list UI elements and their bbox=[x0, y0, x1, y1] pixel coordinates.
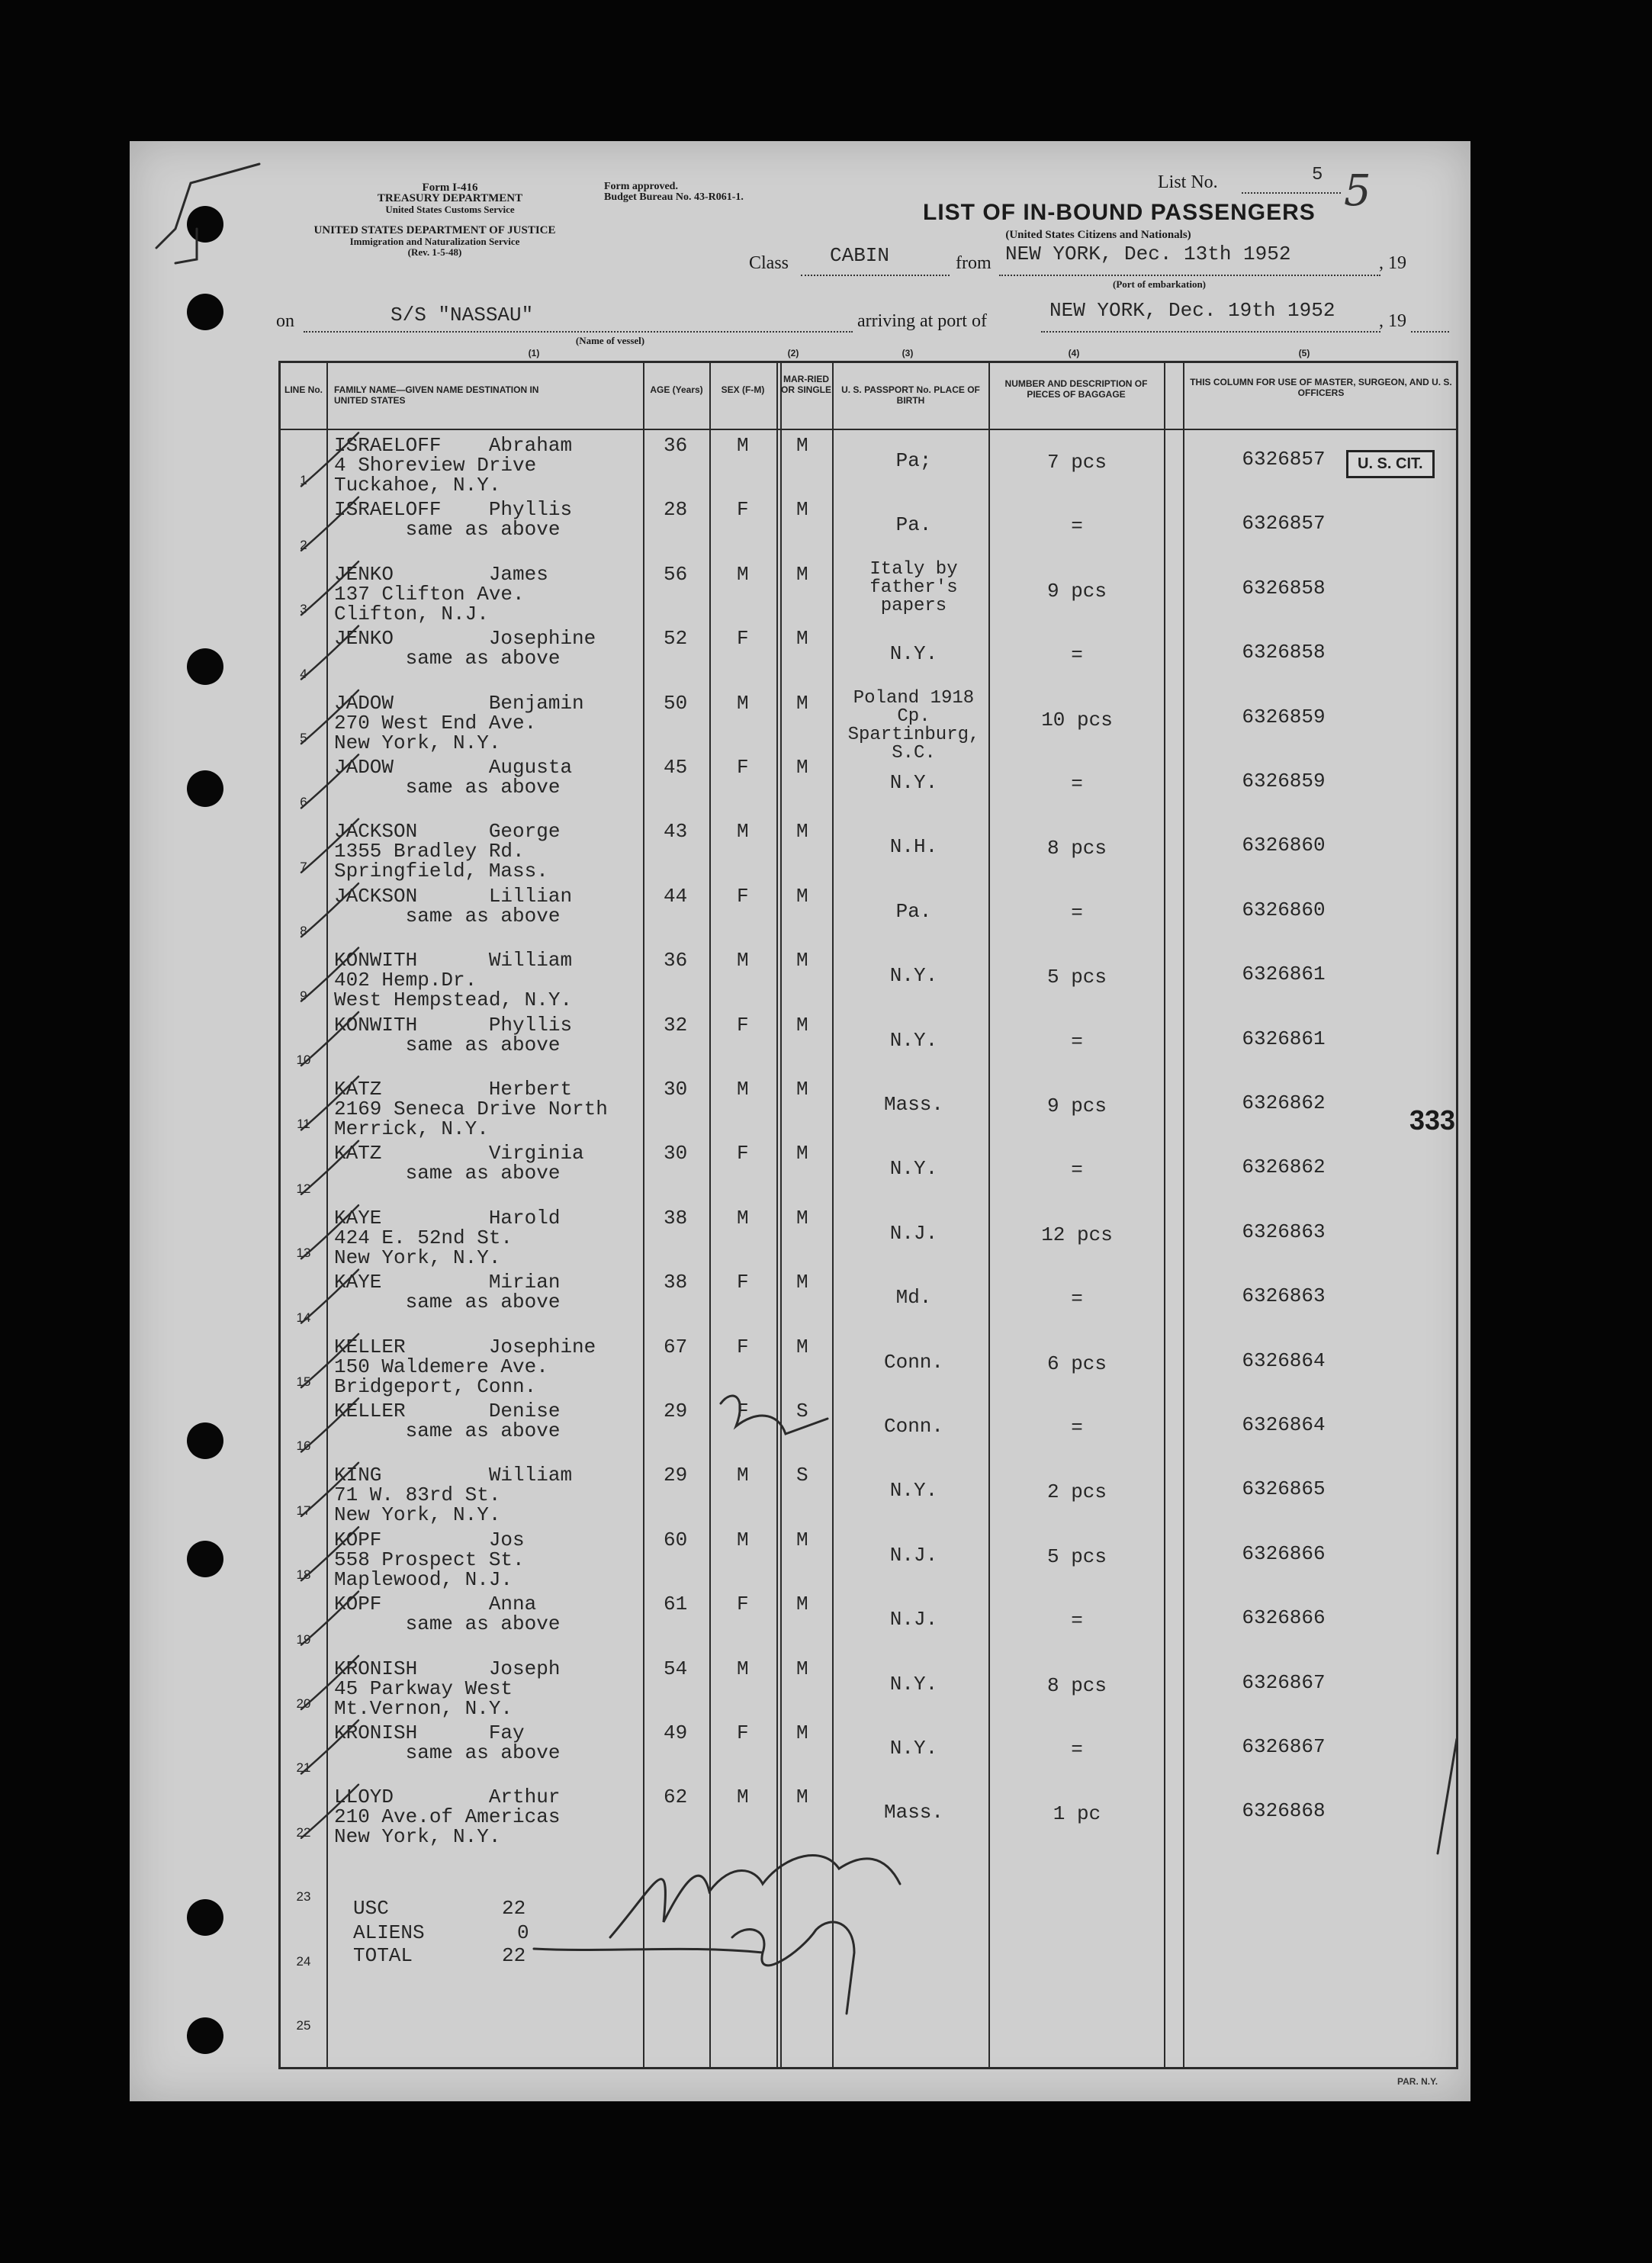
passenger-address-2: Merrick, N.Y. bbox=[334, 1117, 489, 1140]
passenger-marital: M bbox=[796, 820, 808, 844]
passenger-baggage: 9 pcs bbox=[1046, 579, 1107, 603]
passenger-birthplace: N.J. bbox=[889, 1608, 938, 1631]
form-number: Form I-416 bbox=[422, 182, 478, 194]
passenger-baggage: = bbox=[1071, 515, 1083, 538]
passenger-sex: M bbox=[737, 691, 749, 715]
passenger-age: 61 bbox=[664, 1593, 688, 1616]
passenger-address-1: same as above bbox=[334, 1612, 561, 1636]
passenger-address-1: 1355 Bradley Rd. bbox=[334, 840, 525, 863]
passenger-address-2: Mt.Vernon, N.Y. bbox=[334, 1696, 513, 1720]
passenger-name: KRONISH Joseph bbox=[334, 1657, 561, 1680]
passenger-marital: M bbox=[796, 1078, 808, 1101]
passenger-marital: M bbox=[796, 434, 808, 457]
passenger-baggage: = bbox=[1071, 1159, 1083, 1182]
passenger-passport-number: 6326861 bbox=[1242, 963, 1326, 986]
col-divider bbox=[776, 363, 778, 2067]
line-number: 16 bbox=[296, 1438, 311, 1454]
passenger-baggage: = bbox=[1071, 1609, 1083, 1633]
binder-hole bbox=[187, 206, 223, 243]
passenger-birthplace: N.Y. bbox=[889, 642, 938, 666]
budget-bureau: Budget Bureau No. 43-R061-1. bbox=[604, 191, 744, 203]
passenger-baggage: = bbox=[1071, 773, 1083, 796]
passenger-age: 50 bbox=[664, 691, 688, 715]
binder-hole bbox=[187, 770, 223, 807]
line-number: 8 bbox=[300, 924, 307, 939]
passenger-address-1: same as above bbox=[334, 518, 561, 542]
passenger-age: 38 bbox=[664, 1271, 688, 1294]
passenger-passport-number: 6326858 bbox=[1242, 576, 1326, 600]
passenger-sex: M bbox=[737, 434, 749, 457]
usc-label: USC bbox=[353, 1897, 389, 1920]
passenger-age: 36 bbox=[664, 949, 688, 972]
passenger-marital: M bbox=[796, 1142, 808, 1165]
passenger-baggage: 8 pcs bbox=[1046, 837, 1107, 860]
line-number: 7 bbox=[300, 859, 307, 874]
header-divider bbox=[281, 429, 1456, 430]
total-label: TOTAL bbox=[353, 1944, 413, 1967]
passenger-passport-number: 6326864 bbox=[1242, 1348, 1326, 1372]
passenger-sex: F bbox=[737, 884, 749, 908]
passenger-address-1: 424 E. 52nd St. bbox=[334, 1226, 513, 1249]
passenger-sex: M bbox=[737, 1528, 749, 1551]
passenger-address-1: 45 Parkway West bbox=[334, 1676, 513, 1700]
passenger-birthplace: N.Y. bbox=[889, 1672, 938, 1696]
passenger-passport-number: 6326860 bbox=[1242, 898, 1326, 921]
header-passport: U. S. PASSPORT No. PLACE OF BIRTH bbox=[841, 384, 980, 406]
passenger-marital: S bbox=[796, 1400, 808, 1422]
passenger-name: KAYE Mirian bbox=[334, 1271, 561, 1294]
class-line bbox=[801, 275, 950, 276]
passenger-passport-number: 6326867 bbox=[1242, 1670, 1326, 1694]
class-value: CABIN bbox=[830, 244, 890, 267]
line-number: 12 bbox=[296, 1181, 311, 1196]
passenger-name: JADOW Augusta bbox=[334, 756, 573, 779]
ins-service: Immigration and Naturalization Service bbox=[349, 236, 520, 247]
passenger-sex: F bbox=[737, 1400, 749, 1422]
passenger-name: JENKO James bbox=[334, 562, 548, 586]
passenger-address-2: New York, N.Y. bbox=[334, 731, 501, 754]
header-name: FAMILY NAME—GIVEN NAME DESTINATION IN UNITED STATES bbox=[334, 384, 539, 406]
passenger-age: 30 bbox=[664, 1078, 688, 1101]
passenger-passport-number: 6326863 bbox=[1242, 1284, 1326, 1308]
us-citizen-stamp: U. S. CIT. bbox=[1346, 450, 1435, 478]
passenger-marital: M bbox=[796, 1786, 808, 1809]
passenger-name: JACKSON George bbox=[334, 820, 561, 844]
passenger-name: JACKSON Lillian bbox=[334, 884, 573, 908]
arriving-value: NEW YORK, Dec. 19th 1952 bbox=[1049, 299, 1335, 322]
passenger-name: KING William bbox=[334, 1464, 573, 1487]
binder-hole bbox=[187, 1422, 223, 1459]
passenger-address-2: Tuckahoe, N.Y. bbox=[334, 474, 501, 497]
passenger-passport-number: 6326859 bbox=[1242, 705, 1326, 728]
passenger-sex: F bbox=[737, 756, 749, 779]
passenger-address-1: 137 Clifton Ave. bbox=[334, 582, 525, 606]
passenger-address-1: same as above bbox=[334, 776, 561, 799]
passenger-marital: S bbox=[796, 1464, 808, 1487]
vessel-value: S/S "NASSAU" bbox=[391, 304, 534, 326]
passenger-age: 38 bbox=[664, 1206, 688, 1230]
col-divider bbox=[988, 363, 990, 2067]
passenger-sex: F bbox=[737, 1142, 749, 1165]
passenger-passport-number: 6326861 bbox=[1242, 1027, 1326, 1050]
line-number: 9 bbox=[300, 988, 307, 1003]
passenger-age: 60 bbox=[664, 1528, 688, 1551]
binder-hole bbox=[187, 294, 223, 330]
col-divider bbox=[643, 363, 644, 2067]
document-title: LIST OF IN-BOUND PASSENGERS bbox=[923, 200, 1316, 225]
line-number: 13 bbox=[296, 1246, 311, 1261]
list-no-value: 5 bbox=[1312, 165, 1323, 185]
col-divider bbox=[1164, 363, 1165, 2067]
header-sex: SEX (F-M) bbox=[721, 384, 765, 395]
passenger-marital: M bbox=[796, 756, 808, 779]
line-number: 25 bbox=[296, 2018, 311, 2033]
passenger-birthplace: N.Y. bbox=[889, 771, 938, 794]
passenger-birthplace: N.Y. bbox=[889, 1479, 938, 1503]
passenger-name: KONWITH William bbox=[334, 949, 573, 972]
treasury-dept: TREASURY DEPARTMENT bbox=[377, 192, 523, 204]
document-subtitle: (United States Citizens and Nationals) bbox=[1005, 229, 1191, 241]
passenger-birthplace: N.Y. bbox=[889, 1028, 938, 1052]
passenger-name: JADOW Benjamin bbox=[334, 691, 584, 715]
passenger-passport-number: 6326858 bbox=[1242, 641, 1326, 664]
passenger-name: KAYE Harold bbox=[334, 1206, 561, 1230]
passenger-age: 62 bbox=[664, 1786, 688, 1809]
passenger-age: 28 bbox=[664, 498, 688, 522]
passenger-age: 43 bbox=[664, 820, 688, 844]
passenger-name: KATZ Herbert bbox=[334, 1078, 573, 1101]
passenger-address-1: 402 Hemp.Dr. bbox=[334, 969, 477, 992]
passenger-address-2: New York, N.Y. bbox=[334, 1246, 501, 1269]
passenger-sex: F bbox=[737, 498, 749, 522]
passenger-sex: M bbox=[737, 820, 749, 844]
form-approved: Form approved. bbox=[604, 181, 678, 192]
passenger-birthplace: Mass. bbox=[883, 1093, 943, 1116]
passenger-address-2: Clifton, N.J. bbox=[334, 602, 489, 625]
passenger-passport-number: 6326857 bbox=[1242, 512, 1326, 535]
passenger-birthplace: N.H. bbox=[889, 835, 938, 859]
col-divider bbox=[780, 363, 782, 2067]
passenger-sex: M bbox=[737, 949, 749, 972]
passenger-passport-number: 6326867 bbox=[1242, 1735, 1326, 1758]
passenger-age: 49 bbox=[664, 1721, 688, 1744]
line-number: 23 bbox=[296, 1889, 311, 1905]
line-number: 17 bbox=[296, 1503, 311, 1518]
col-divider bbox=[709, 363, 711, 2067]
passenger-birthplace: Italy by father's papers bbox=[869, 558, 958, 616]
passenger-baggage: 6 pcs bbox=[1046, 1352, 1107, 1375]
col-number-2: (2) bbox=[787, 348, 799, 358]
passenger-sex: M bbox=[737, 562, 749, 586]
header-age: AGE (Years) bbox=[650, 384, 703, 395]
passenger-name: KOPF Jos bbox=[334, 1528, 525, 1551]
binder-hole bbox=[187, 2017, 223, 2054]
line-number: 3 bbox=[300, 602, 307, 617]
arriving-line bbox=[1041, 331, 1380, 333]
header-officers: THIS COLUMN FOR USE OF MASTER, SURGEON, AND U. S. OFFICERS bbox=[1190, 377, 1452, 398]
passenger-address-1: same as above bbox=[334, 1033, 561, 1056]
printer-mark: PAR. N.Y. bbox=[1397, 2076, 1438, 2087]
passenger-age: 36 bbox=[664, 434, 688, 457]
passenger-baggage: = bbox=[1071, 901, 1083, 924]
passenger-name: KRONISH Fay bbox=[334, 1721, 525, 1744]
passenger-baggage: 5 pcs bbox=[1046, 966, 1107, 989]
passenger-age: 30 bbox=[664, 1142, 688, 1165]
aliens-value: 0 bbox=[517, 1921, 529, 1944]
line-number: 6 bbox=[300, 795, 307, 810]
from-value: NEW YORK, Dec. 13th 1952 bbox=[1005, 243, 1291, 265]
total-value: 22 bbox=[502, 1944, 526, 1967]
passenger-passport-number: 6326864 bbox=[1242, 1413, 1326, 1436]
passenger-address-2: New York, N.Y. bbox=[334, 1825, 501, 1849]
line-number: 2 bbox=[300, 537, 307, 552]
passenger-birthplace: Md. bbox=[895, 1286, 932, 1310]
line-number: 4 bbox=[300, 666, 307, 681]
line-number: 15 bbox=[296, 1374, 311, 1389]
passenger-birthplace: Mass. bbox=[883, 1801, 943, 1824]
passenger-passport-number: 6326868 bbox=[1242, 1799, 1326, 1823]
passenger-passport-number: 6326865 bbox=[1242, 1477, 1326, 1501]
from-line bbox=[999, 275, 1380, 276]
passenger-sex: M bbox=[737, 1078, 749, 1101]
passenger-baggage: = bbox=[1071, 1287, 1083, 1311]
line-number: 11 bbox=[297, 1117, 310, 1132]
passenger-birthplace: N.Y. bbox=[889, 1737, 938, 1760]
col-divider bbox=[1183, 363, 1184, 2067]
col-number-3: (3) bbox=[902, 348, 914, 358]
vessel-line bbox=[304, 331, 853, 333]
revision: (Rev. 1-5-48) bbox=[407, 246, 462, 258]
passenger-age: 29 bbox=[664, 1400, 688, 1422]
margin-number: 333 bbox=[1409, 1104, 1456, 1136]
binder-hole bbox=[187, 1899, 223, 1936]
passenger-baggage: 8 pcs bbox=[1046, 1673, 1107, 1697]
line-number: 18 bbox=[296, 1567, 311, 1583]
passenger-address-1: same as above bbox=[334, 1741, 561, 1764]
passenger-sex: F bbox=[737, 1271, 749, 1294]
passenger-baggage: 5 pcs bbox=[1046, 1545, 1107, 1568]
passenger-marital: M bbox=[796, 1271, 808, 1294]
passenger-baggage: 12 pcs bbox=[1041, 1223, 1113, 1246]
passenger-address-2: Bridgeport, Conn. bbox=[334, 1374, 537, 1398]
passenger-sex: F bbox=[737, 627, 749, 651]
passenger-age: 56 bbox=[664, 562, 688, 586]
passenger-sex: M bbox=[737, 1206, 749, 1230]
passenger-marital: M bbox=[796, 1528, 808, 1551]
aliens-label: ALIENS bbox=[353, 1921, 425, 1944]
line-number: 1 bbox=[300, 473, 307, 488]
passenger-address-1: 558 Prospect St. bbox=[334, 1548, 525, 1571]
line-number: 21 bbox=[296, 1760, 311, 1776]
passenger-address-2: New York, N.Y. bbox=[334, 1503, 501, 1527]
arriving-year-suffix: , 19 bbox=[1379, 311, 1406, 331]
binder-hole bbox=[187, 648, 223, 685]
col-divider bbox=[832, 363, 834, 2067]
class-label: Class bbox=[749, 253, 789, 273]
col-number-1: (1) bbox=[528, 348, 540, 358]
usc-value: 22 bbox=[502, 1897, 526, 1920]
justice-dept: UNITED STATES DEPARTMENT OF JUSTICE bbox=[313, 224, 556, 236]
list-no-line bbox=[1242, 192, 1341, 194]
passenger-birthplace: Pa. bbox=[895, 513, 932, 537]
col-number-4: (4) bbox=[1068, 348, 1080, 358]
passenger-sex: F bbox=[737, 1593, 749, 1616]
passenger-address-1: 150 Waldemere Ave. bbox=[334, 1355, 548, 1378]
passenger-address-2: Springfield, Mass. bbox=[334, 860, 548, 883]
passenger-address-1: same as above bbox=[334, 904, 561, 927]
passenger-marital: M bbox=[796, 884, 808, 908]
passenger-birthplace: N.J. bbox=[889, 1221, 938, 1245]
customs-service: United States Customs Service bbox=[385, 204, 515, 215]
passenger-address-1: 71 W. 83rd St. bbox=[334, 1483, 501, 1507]
passenger-address-1: same as above bbox=[334, 1162, 561, 1185]
passenger-marital: M bbox=[796, 949, 808, 972]
passenger-name: ISRAELOFF Abraham bbox=[334, 434, 573, 457]
list-no-label: List No. bbox=[1158, 172, 1218, 192]
passenger-marital: M bbox=[796, 1593, 808, 1616]
passenger-baggage: 10 pcs bbox=[1041, 708, 1113, 731]
passenger-name: KELLER Josephine bbox=[334, 1335, 596, 1358]
passenger-baggage: 9 pcs bbox=[1046, 1095, 1107, 1117]
passenger-passport-number: 6326857 bbox=[1242, 448, 1326, 471]
port-embarkation-caption: (Port of embarkation) bbox=[1112, 278, 1207, 290]
header-line-no: LINE No. bbox=[284, 384, 323, 395]
passenger-age: 52 bbox=[664, 627, 688, 651]
vessel-caption: (Name of vessel) bbox=[575, 335, 645, 346]
passenger-birthplace: N.Y. bbox=[889, 964, 938, 988]
passenger-baggage: = bbox=[1071, 644, 1083, 667]
passenger-name: ISRAELOFF Phyllis bbox=[334, 498, 573, 522]
passenger-address-1: 270 West End Ave. bbox=[334, 711, 537, 735]
line-number: 24 bbox=[296, 1953, 311, 1969]
col-divider bbox=[326, 363, 328, 2067]
passenger-address-1: 4 Shoreview Drive bbox=[334, 454, 537, 477]
passenger-address-2: Maplewood, N.J. bbox=[334, 1567, 513, 1591]
from-label: from bbox=[956, 253, 992, 273]
passenger-birthplace: Pa. bbox=[895, 899, 932, 923]
passenger-passport-number: 6326860 bbox=[1242, 834, 1326, 857]
passenger-marital: M bbox=[796, 1335, 808, 1358]
passenger-baggage: = bbox=[1071, 1738, 1083, 1761]
passenger-birthplace: Pa; bbox=[895, 449, 932, 472]
passenger-birthplace: Poland 1918 Cp. Spartinburg, S.C. bbox=[847, 687, 980, 763]
passenger-passport-number: 6326859 bbox=[1242, 770, 1326, 792]
line-number: 22 bbox=[296, 1824, 311, 1840]
passenger-name: JENKO Josephine bbox=[334, 627, 596, 651]
passenger-marital: M bbox=[796, 1657, 808, 1680]
line-number: 20 bbox=[296, 1696, 311, 1711]
passenger-baggage: 7 pcs bbox=[1046, 451, 1107, 474]
line-number: 10 bbox=[296, 1053, 311, 1067]
passenger-baggage: 1 pc bbox=[1053, 1802, 1101, 1826]
arriving-label: arriving at port of bbox=[857, 311, 987, 331]
binder-hole bbox=[187, 1541, 223, 1577]
passenger-marital: M bbox=[796, 1013, 808, 1037]
passenger-sex: M bbox=[737, 1786, 749, 1809]
passenger-passport-number: 6326862 bbox=[1242, 1091, 1326, 1114]
passenger-passport-number: 6326863 bbox=[1242, 1220, 1326, 1243]
passenger-name: KELLER Denise bbox=[334, 1400, 561, 1422]
passenger-age: 32 bbox=[664, 1013, 688, 1037]
line-number: 5 bbox=[300, 731, 307, 745]
passenger-birthplace: Conn. bbox=[883, 1415, 943, 1438]
passenger-marital: M bbox=[796, 627, 808, 651]
passenger-name: KATZ Virginia bbox=[334, 1142, 584, 1165]
passenger-sex: M bbox=[737, 1464, 749, 1487]
passenger-address-1: 210 Ave.of Americas bbox=[334, 1805, 561, 1829]
line-number: 19 bbox=[296, 1631, 311, 1647]
passenger-baggage: 2 pcs bbox=[1046, 1480, 1107, 1504]
passenger-sex: F bbox=[737, 1013, 749, 1037]
passenger-age: 29 bbox=[664, 1464, 688, 1487]
passenger-baggage: = bbox=[1071, 1030, 1083, 1053]
passenger-birthplace: Conn. bbox=[883, 1350, 943, 1374]
from-year-suffix: , 19 bbox=[1379, 253, 1406, 273]
passenger-address-1: same as above bbox=[334, 647, 561, 670]
header-married: MAR-RIED OR SINGLE bbox=[781, 374, 832, 395]
passenger-age: 44 bbox=[664, 884, 688, 908]
passenger-age: 45 bbox=[664, 756, 688, 779]
passenger-age: 54 bbox=[664, 1657, 688, 1680]
passenger-address-1: same as above bbox=[334, 1291, 561, 1314]
passenger-marital: M bbox=[796, 562, 808, 586]
passenger-passport-number: 6326862 bbox=[1242, 1156, 1326, 1179]
passenger-sex: M bbox=[737, 1657, 749, 1680]
passenger-name: KOPF Anna bbox=[334, 1593, 537, 1616]
passenger-name: LLOYD Arthur bbox=[334, 1786, 561, 1809]
list-no-handwritten: 5 bbox=[1344, 166, 1371, 216]
passenger-sex: F bbox=[737, 1335, 749, 1358]
passenger-address-2: West Hempstead, N.Y. bbox=[334, 988, 573, 1012]
passenger-birthplace: N.J. bbox=[889, 1543, 938, 1567]
passenger-marital: M bbox=[796, 1206, 808, 1230]
passenger-sex: F bbox=[737, 1721, 749, 1744]
passenger-age: 67 bbox=[664, 1335, 688, 1358]
line-number: 14 bbox=[296, 1310, 311, 1325]
passenger-address-1: 2169 Seneca Drive North bbox=[334, 1098, 608, 1120]
passenger-marital: M bbox=[796, 1721, 808, 1744]
passenger-marital: M bbox=[796, 498, 808, 522]
passenger-passport-number: 6326866 bbox=[1242, 1606, 1326, 1630]
passenger-address-1: same as above bbox=[334, 1419, 561, 1442]
passenger-birthplace: N.Y. bbox=[889, 1157, 938, 1181]
passenger-baggage: = bbox=[1071, 1416, 1083, 1439]
year-line bbox=[1411, 331, 1449, 333]
col-number-5: (5) bbox=[1298, 348, 1310, 358]
passenger-passport-number: 6326866 bbox=[1242, 1541, 1326, 1565]
passenger-marital: M bbox=[796, 691, 808, 715]
passenger-name: KONWITH Phyllis bbox=[334, 1013, 573, 1037]
on-label: on bbox=[276, 311, 294, 331]
header-baggage: NUMBER AND DESCRIPTION OF PIECES OF BAGGAGE bbox=[1004, 378, 1148, 400]
passenger-table bbox=[278, 361, 1458, 2069]
